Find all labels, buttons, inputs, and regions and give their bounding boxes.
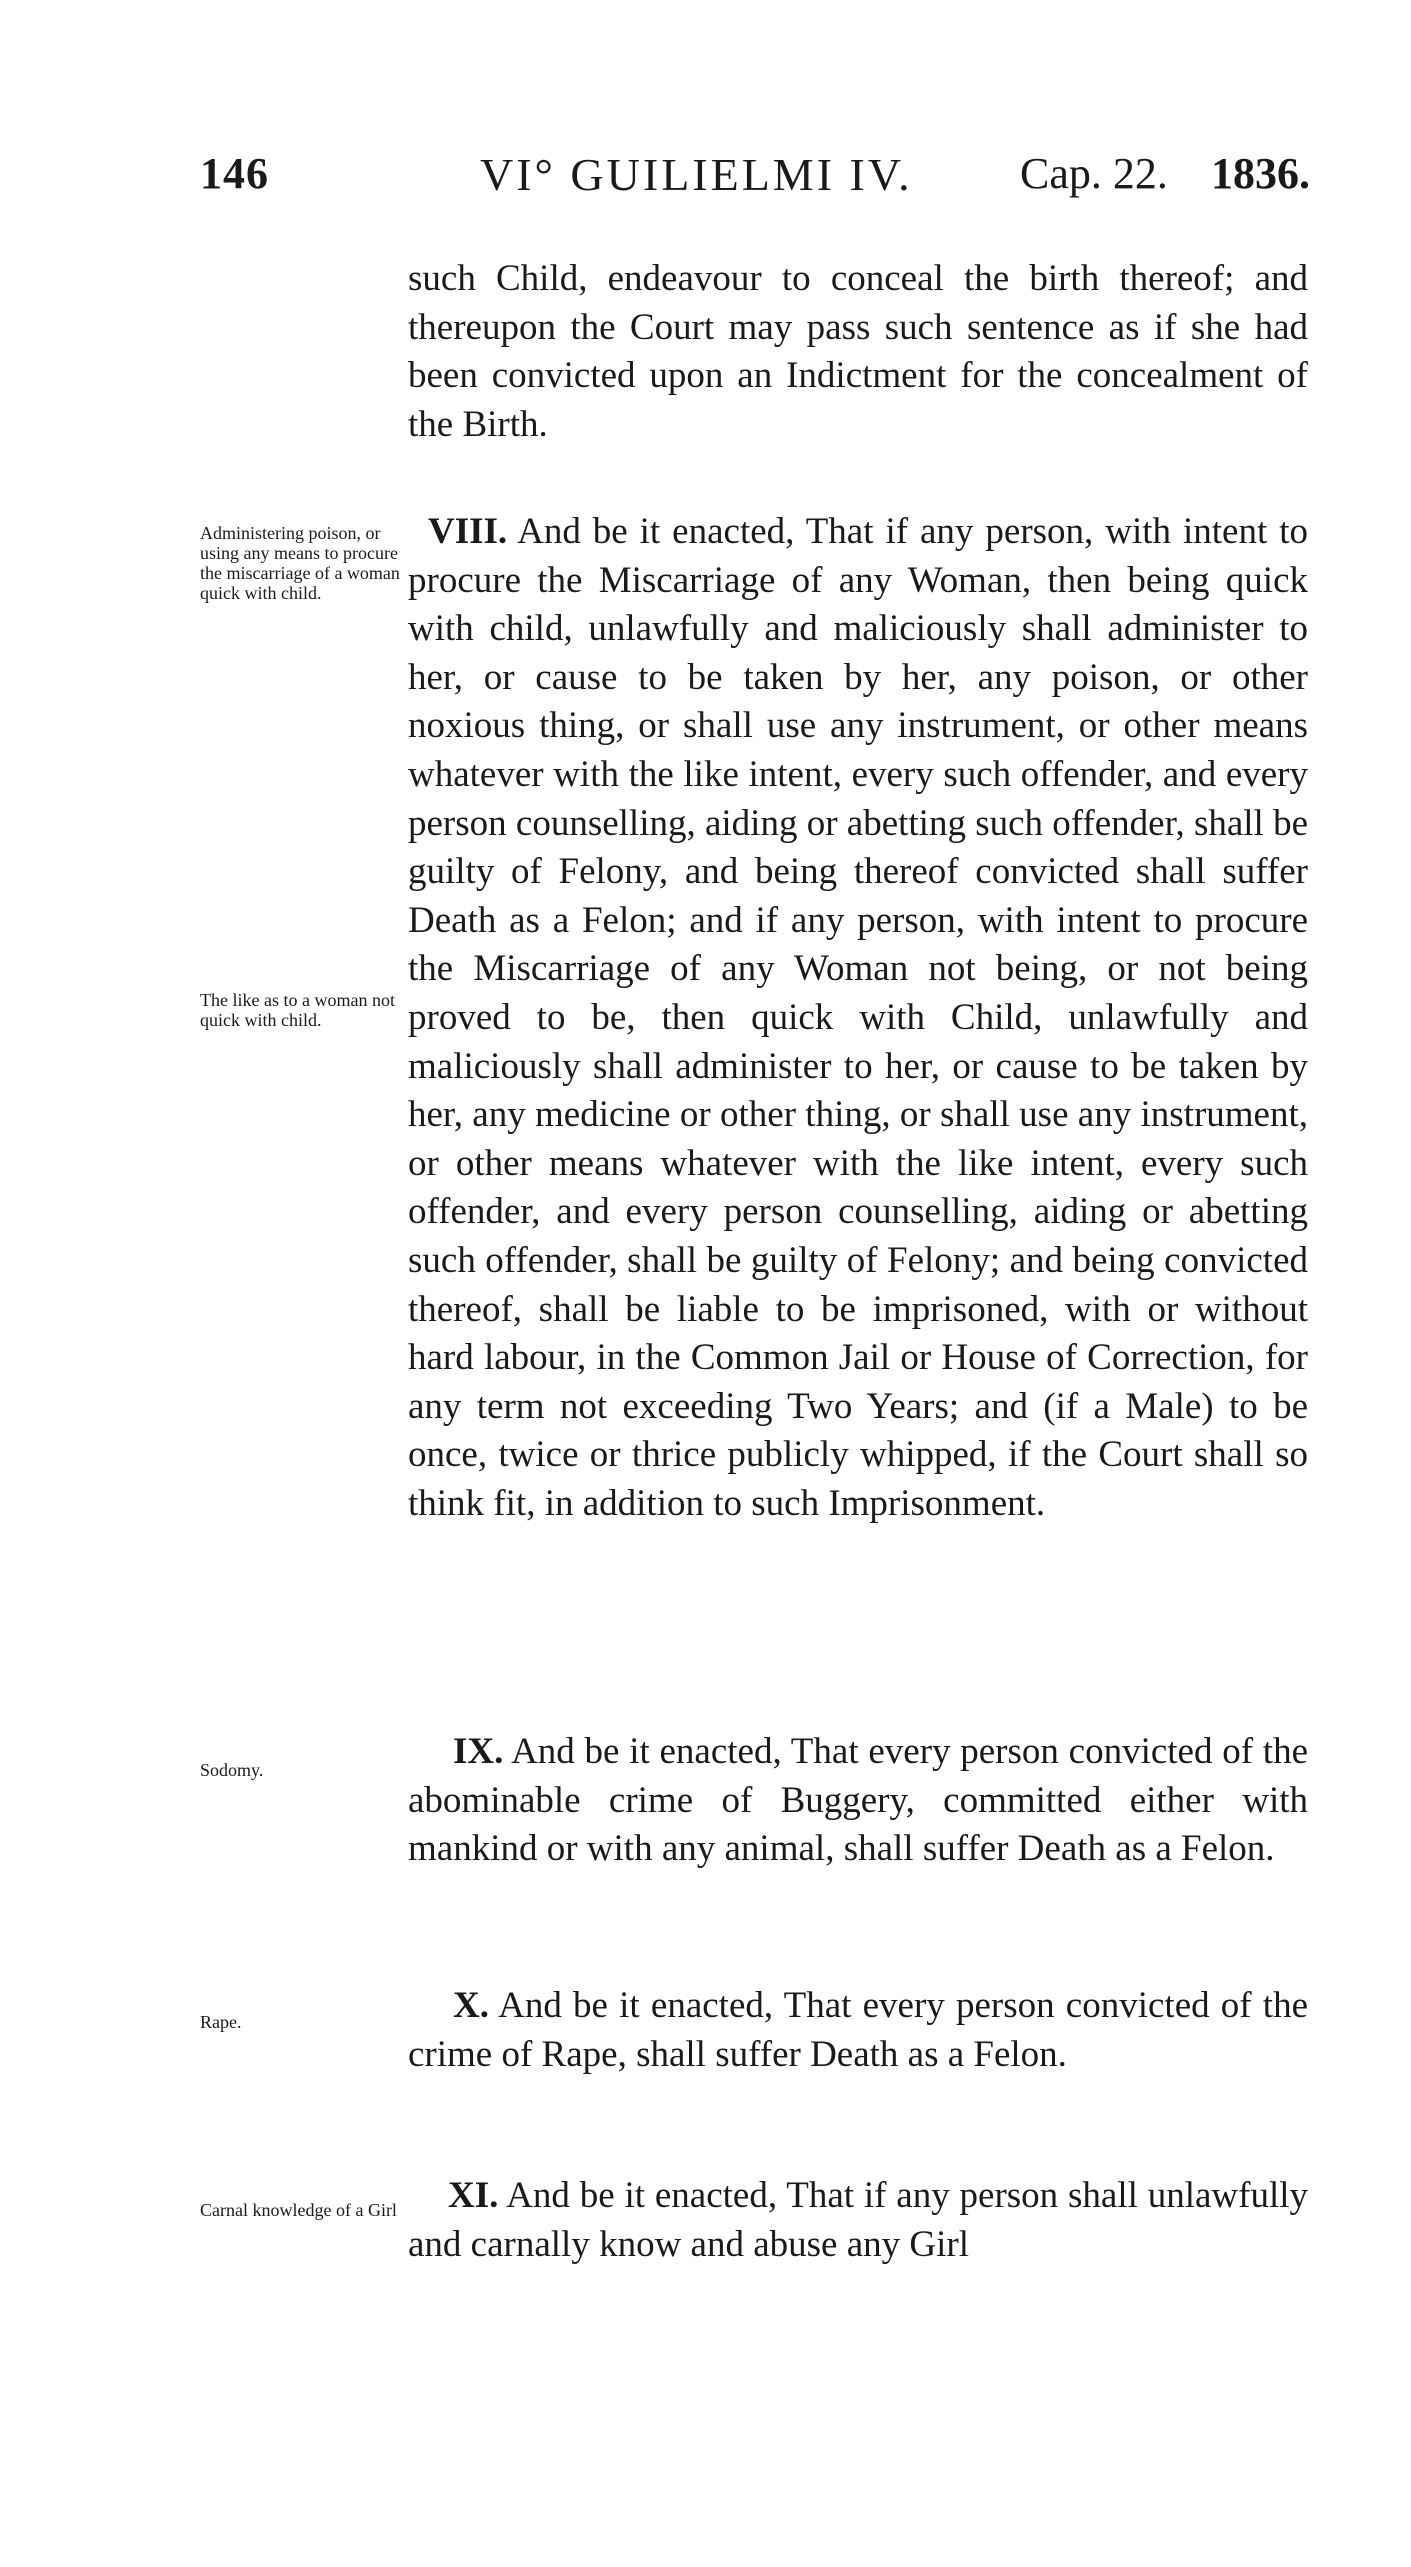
section-10-number: X.: [453, 1985, 489, 2026]
section-8-text: And be it enacted, That if any person, with intent to procure the Miscarriage of any Woman, then being quick with child, unlawfully and maliciously shall administer to her, or cause to be taken by her, any poison, or other noxious thing, or shall use any instrument, or other means whatever with the like intent, every such offender, and every person counselling, aiding or abetting such offender, shall be guilty of Felony, and being thereof convicted shall suffer Death as a Felon; and if any person, with intent to procure the Miscarriage of any Woman not being, or not being proved to be, then quick with Child, unlawfully and maliciously shall administer to her, or cause to be taken by her, any medicine or other thing, or shall use any instrument, or other means whatever with the like intent, every such offender, and every person counselling, aiding or abetting such offender, shall be guilty of Felony; and being convicted thereof, shall be liable to be imprisoned, with or without hard labour, in the Common Jail or House of Correction, for any term not exceeding Two Years; and (if a Male) to be once, twice or thrice publicly whipped, if the Court shall so think fit, in addition to such Imprisonment.: [408, 511, 1308, 1524]
year: 1836.: [1211, 149, 1310, 198]
margin-note-sodomy: Sodomy.: [200, 1760, 264, 1780]
chapter-number: Cap. 22.: [1020, 149, 1168, 198]
running-title: VI° GUILIELMI IV.: [480, 149, 913, 200]
running-header: [200, 148, 1310, 208]
margin-note-carnal-knowledge: Carnal knowledge of a Girl: [200, 2200, 397, 2220]
page-number: 146: [200, 149, 269, 198]
section-8-paragraph: [408, 508, 1308, 1528]
margin-note-rape: Rape.: [200, 2012, 242, 2032]
section-11-text: And be it enacted, That if any person shall unlawfully and carnally know and abuse any Girl: [408, 2175, 1309, 2265]
margin-note-woman-not-quick: The like as to a woman not quick with child.: [200, 990, 395, 1030]
section-9-paragraph: [408, 1728, 1308, 1874]
section-8-number: VIII.: [428, 511, 508, 552]
section-9-text: And be it enacted, That every person convicted of the abominable crime of Buggery, committed either with mankind or with any animal, shall suffer Death as a Felon.: [408, 1731, 1308, 1870]
section-10-paragraph: [408, 1982, 1308, 2079]
continuation-paragraph: such Child, endeavour to conceal the birth thereof; and thereupon the Court may pass such sentence as if she had been convicted upon an Indictment for the concealment of the Birth.: [408, 258, 1308, 445]
section-11-paragraph: [408, 2172, 1308, 2269]
margin-note-administering-poison: Administering poison, or using any means to procure the miscarriage of a woman quick with child.: [200, 523, 400, 603]
section-10-text: And be it enacted, That every person convicted of the crime of Rape, shall suffer Death as a Felon.: [408, 1985, 1309, 2075]
section-9-number: IX.: [453, 1731, 504, 1772]
section-11-number: XI.: [448, 2175, 499, 2216]
